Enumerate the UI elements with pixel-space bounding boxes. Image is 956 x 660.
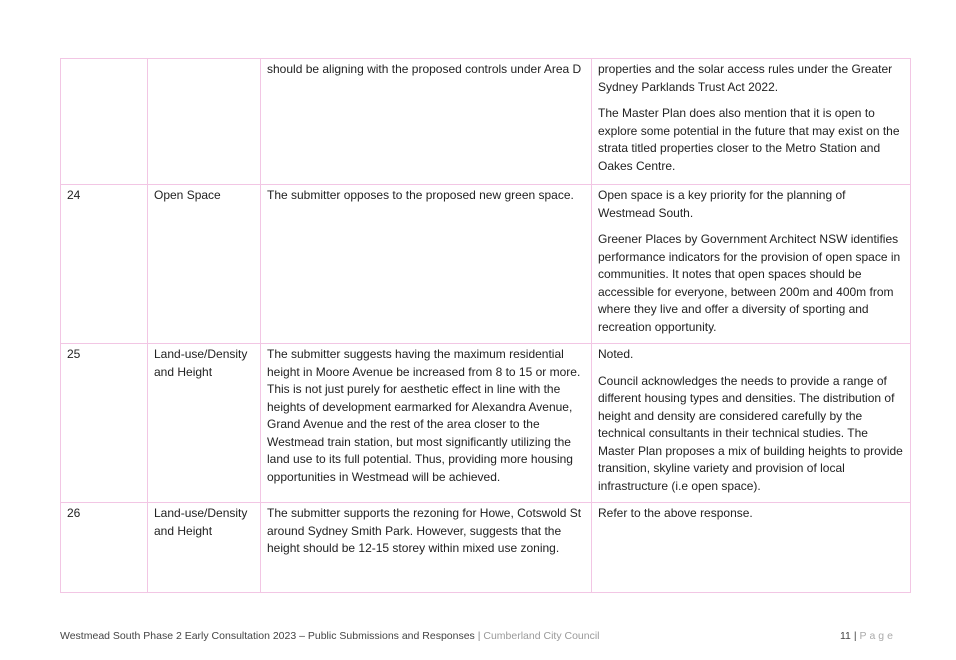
response-cell bbox=[592, 185, 911, 344]
submission-cell: should be aligning with the proposed controls under Area D bbox=[261, 59, 592, 185]
theme-cell: Open Space bbox=[148, 185, 261, 344]
footer-council-name: Cumberland City Council bbox=[483, 630, 600, 642]
response-paragraph: Noted. bbox=[598, 347, 634, 361]
table-row bbox=[61, 59, 911, 185]
response-paragraph: Refer to the above response. bbox=[598, 506, 753, 520]
response-paragraph: Council acknowledges the needs to provide a range of different housing types and densities. The distribution of height and density are considered carefully by the technical consultants in their technical studies. The Master Plan proposes a mix of building heights to provide transition, skyline variety and provision of local infrastructure (i.e open space). bbox=[598, 373, 903, 493]
page-number: 11 bbox=[839, 630, 851, 642]
theme-cell bbox=[148, 59, 261, 185]
response-cell bbox=[592, 59, 911, 185]
theme-cell: Land-use/Density and Height bbox=[148, 503, 261, 593]
submission-cell: The submitter suggests having the maximum residential height in Moore Avenue be increased from 8 to 15 or more. This is not just purely for aesthetic effect in line with the heights of development earmarked for Alexandra Avenue, Grand Avenue and the rest of the area closer to the Westmead train station, but most significantly utilizing the land use to its full potential. Thus, providing more housing opportunities in Westmead will be achieved. bbox=[261, 344, 592, 503]
table-row bbox=[61, 344, 911, 503]
response-paragraph: The Master Plan does also mention that it is open to explore some potential in the future that may exist on the strata titled properties closer to the Metro Station and Oakes Centre. bbox=[598, 106, 900, 173]
table-row bbox=[61, 503, 911, 593]
response-paragraph: properties and the solar access rules under the Greater Sydney Parklands Trust Act 2022. bbox=[598, 62, 893, 94]
submission-cell: The submitter supports the rezoning for Howe, Cotswold St around Sydney Smith Park. However, suggests that the height should be 12-15 storey within mixed use zoning. bbox=[261, 503, 592, 593]
theme-cell: Land-use/Density and Height bbox=[148, 344, 261, 503]
response-paragraph: Greener Places by Government Architect NSW identifies performance indicators for the provision of open space in communities. It notes that open spaces should be accessible for everyone, between 200m and 400m from where they live and offer a diversity of sporting and recreation opportunity. bbox=[598, 232, 901, 334]
response-cell bbox=[592, 344, 911, 503]
footer-document-title: Westmead South Phase 2 Early Consultation 2023 – Public Submissions and Responses bbox=[60, 630, 475, 642]
submission-cell: The submitter opposes to the proposed new green space. bbox=[261, 185, 592, 344]
row-number-cell: 25 bbox=[61, 344, 148, 503]
row-number-cell: 24 bbox=[61, 185, 148, 344]
footer-left bbox=[60, 630, 600, 642]
footer-separator: | bbox=[477, 630, 481, 642]
response-paragraph: Open space is a key priority for the planning of Westmead South. bbox=[598, 188, 846, 220]
table-row bbox=[61, 185, 911, 344]
row-number-cell: 26 bbox=[61, 503, 148, 593]
page-label: Page bbox=[859, 630, 896, 642]
response-cell bbox=[592, 503, 911, 593]
row-number-cell bbox=[61, 59, 148, 185]
page-separator: | bbox=[853, 630, 857, 642]
footer-page-indicator bbox=[840, 630, 896, 642]
submissions-table bbox=[60, 58, 911, 593]
